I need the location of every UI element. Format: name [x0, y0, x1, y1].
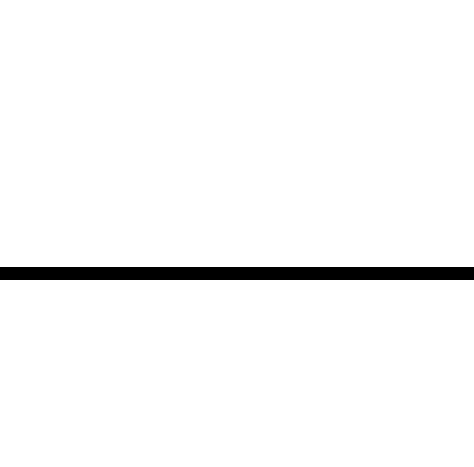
page-divider [0, 267, 474, 280]
bottom-graphs-figure [0, 345, 474, 430]
top-graphs-figure [0, 36, 474, 196]
